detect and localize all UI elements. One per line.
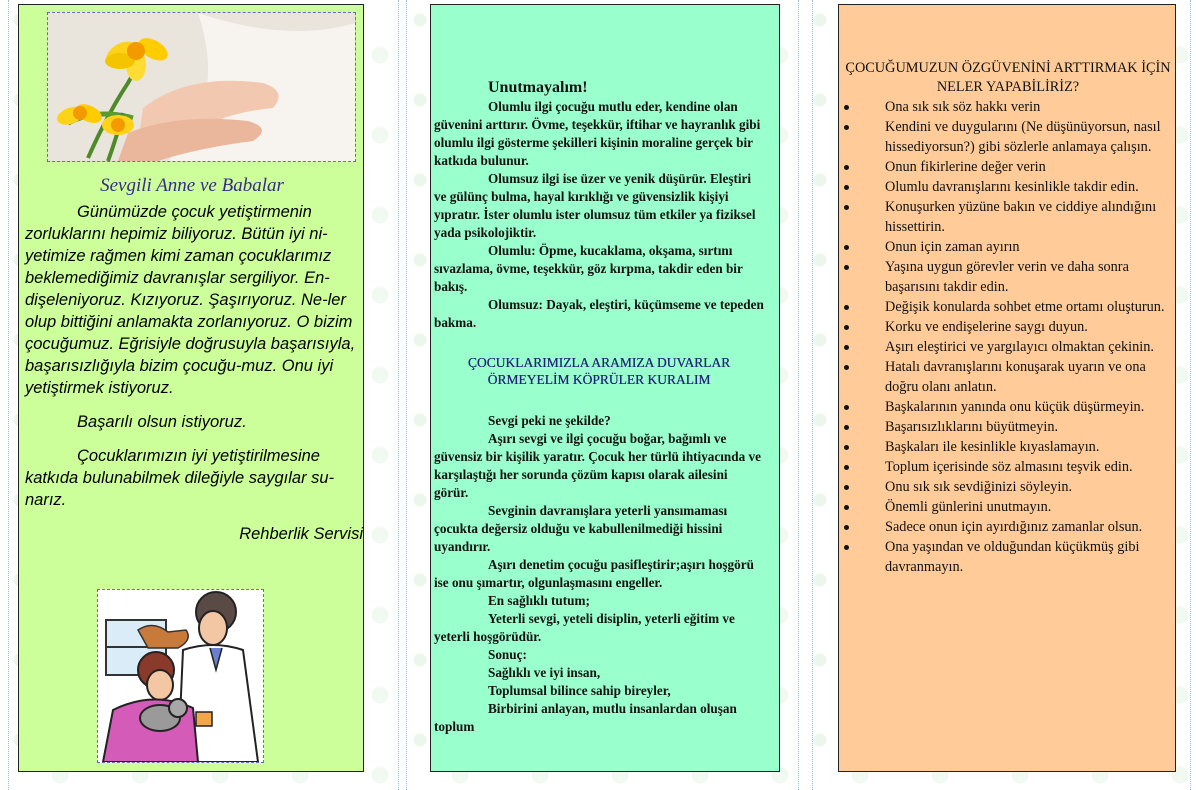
panel2-paragraph: Toplumsal bilince sahip bireyler,: [488, 683, 671, 698]
panel1-title: Sevgili Anne ve Babalar: [100, 175, 284, 196]
fold-line: [812, 0, 813, 790]
bullet-icon: [844, 205, 849, 210]
list-item: [844, 177, 1170, 197]
panel2-paragraph: Birbirini anlayan, mutlu insanlardan oluşan toplum: [434, 701, 737, 734]
panel2-paragraph: Olumlu ilgi çocuğu mutlu eder, kendine olan güvenini arttırır. Övme, teşekkür, iftihar ve hayranlık gibi olumlu ilgi gösterme şekilleri kişinin moraline gerçek bir katkıda bulunur.: [434, 99, 761, 168]
panel2-paragraph: Sağlıklı ve iyi insan,: [488, 665, 601, 680]
list-item: [844, 197, 1170, 237]
panel2-paragraph: Aşırı denetim çocuğu pasifleştirir;aşırı hoşgörü ise onu şımartır, olgunlaşmasını engeller.: [434, 557, 754, 590]
list-item-text: Başkaları ile kesinlikle kıyaslamayın.: [885, 439, 1100, 455]
bullet-icon: [844, 525, 849, 530]
bullet-icon: [844, 345, 849, 350]
list-item: [844, 237, 1170, 257]
list-item: [844, 337, 1170, 357]
flower-hands-photo: [47, 12, 356, 162]
list-item: [844, 497, 1170, 517]
list-item: [844, 517, 1170, 537]
list-item-text: Korku ve endişelerine saygı duyun.: [885, 319, 1088, 335]
bullet-icon: [844, 245, 849, 250]
bullet-icon: [844, 425, 849, 430]
bullet-icon: [844, 485, 849, 490]
bullet-icon: [844, 545, 849, 550]
panel-remember: [430, 4, 780, 772]
bullet-icon: [844, 185, 849, 190]
list-item: [844, 97, 1170, 117]
bullet-icon: [844, 465, 849, 470]
panel2-paragraph: Olumsuz ilgi ise üzer ve yenik düşürür. Eleştiri ve gülünç bulma, hayal kırıklığı ve güvensizlik kişiyi yıpratır. İster olumlu ister olumsuz tüm etkiler ya fiziksel yada psikolojiktir.: [434, 171, 756, 240]
list-item: [844, 117, 1170, 157]
fold-line-right: [1190, 0, 1191, 790]
list-item: [844, 157, 1170, 177]
bullet-icon: [844, 125, 849, 130]
list-item-text: Sadece onun için ayırdığınız zamanlar olsun.: [885, 519, 1143, 535]
list-item-text: Başkalarının yanında onu küçük düşürmeyin.: [885, 399, 1145, 415]
panel3-title: ÇOCUĞUMUZUN ÖZGÜVENİNİ ARTTIRMAK İÇİN NELER YAPABİLİRİZ?: [845, 60, 1171, 95]
list-item-text: Yaşına uygun görevler verin ve daha sonra başarısını takdir edin.: [885, 259, 1129, 295]
vet-clipart: [97, 589, 264, 763]
list-item: [844, 397, 1170, 417]
panel1-body: [25, 201, 363, 545]
panel2-heading: Unutmayalım!: [488, 79, 588, 96]
list-item-text: Önemli günlerini unutmayın.: [885, 499, 1052, 515]
bullet-icon: [844, 405, 849, 410]
list-item-text: Kendini ve duygularını (Ne düşünüyorsun, nasıl hissediyorsun?) gibi sözlerle anlamaya çalışın.: [885, 119, 1161, 155]
list-item-text: Değişik konularda sohbet etme ortamı oluşturun.: [885, 299, 1165, 315]
panel2-paragraph: En sağlıklı tutum;: [488, 593, 590, 608]
bullet-icon: [844, 305, 849, 310]
panel1-paragraph: Başarılı olsun istiyoruz.: [77, 413, 247, 431]
bullet-icon: [844, 165, 849, 170]
fold-line: [798, 0, 799, 790]
bullet-icon: [844, 445, 849, 450]
list-item: [844, 357, 1170, 397]
list-item-text: Aşırı eleştirici ve yargılayıcı olmaktan çekinin.: [885, 339, 1154, 355]
list-item-text: Hatalı davranışlarını konuşarak uyarın ve ona doğru olanı anlatın.: [885, 359, 1146, 395]
list-item-text: Onu sık sık sevdiğinizi söyleyin.: [885, 479, 1073, 495]
fold-line-left: [8, 0, 9, 790]
list-item-text: Konuşurken yüzüne bakın ve ciddiye alındığını hissettirin.: [885, 199, 1157, 235]
list-item: [844, 257, 1170, 297]
bullet-icon: [844, 325, 849, 330]
panel1-paragraph: Günümüzde çocuk yetiştirmenin zorluklarını hepimiz biliyoruz. Bütün iyi ni-yetimize rağmen kimi zaman çocuklarımız beklemediğimiz davranışlar sergiliyor. En-dişeleniyoruz. Kızıyoruz. Şaşırıyoruz. Ne-ler olup bittiğini anlamakta zorlanıyoruz. O bizim çocuğumuz. Eğrisiyle doğrusuyla başarısıyla, başarısızlığıyla bizim çocuğu-muz. Onu iyi yetiştirmek istiyoruz.: [25, 203, 356, 397]
panel2-section-title: ÇOCUKLARIMIZLA ARAMIZA DUVARLAR ÖRMEYELİM KÖPRÜLER KURALIM: [467, 355, 731, 387]
list-item: [844, 417, 1170, 437]
panel2-paragraph: Yeterli sevgi, yeteli disiplin, yeterli eğitim ve yeterli hoşgörüdür.: [434, 611, 735, 644]
list-item: [844, 297, 1170, 317]
list-item-text: Olumlu davranışlarını kesinlikle takdir edin.: [885, 179, 1139, 195]
list-item: [844, 437, 1170, 457]
panel2-paragraph: Olumsuz: Dayak, eleştiri, küçümseme ve tepeden bakma.: [434, 297, 764, 330]
panel2-paragraph: Sonuç:: [488, 647, 527, 662]
panel2-paragraph: Sevginin davranışlara yeterli yansımaması çocukta değersiz olduğu ve kabullenilmediği hissini uyandırır.: [434, 503, 728, 554]
signature: Rehberlik Servisi: [239, 525, 363, 543]
bullet-icon: [844, 505, 849, 510]
fold-line: [398, 0, 399, 790]
panel2-paragraph: Olumlu: Öpme, kucaklama, okşama, sırtını sıvazlama, övme, teşekkür, göz kırpma, takdir eden bir bakış.: [434, 243, 743, 294]
list-item-text: Ona yaşından ve olduğundan küçükmüş gibi davranmayın.: [885, 539, 1140, 575]
list-item: [844, 537, 1170, 577]
panel2-body: [434, 79, 764, 736]
list-item: [844, 477, 1170, 497]
self-confidence-list: [844, 97, 1170, 577]
list-item: [844, 457, 1170, 477]
list-item: [844, 317, 1170, 337]
bullet-icon: [844, 365, 849, 370]
fold-line: [406, 0, 407, 790]
list-item-text: Ona sık sık söz hakkı verin: [885, 99, 1041, 115]
panel1-paragraph: Çocuklarımızın iyi yetiştirilmesine katkıda bulunabilmek dileğiyle saygılar su-narız.: [25, 447, 335, 509]
list-item-text: Onun için zaman ayırın: [885, 239, 1020, 255]
list-item-text: Toplum içerisinde söz almasını teşvik edin.: [885, 459, 1133, 475]
bullet-icon: [844, 105, 849, 110]
panel-parents-letter: [18, 4, 364, 772]
panel2-paragraph: Aşırı sevgi ve ilgi çocuğu boğar, bağımlı ve güvensiz bir kişilik yaratır. Çocuk her türlü ihtiyacında ve karşılaştığı her sorunda çözüm kapısı olarak ailesini görür.: [434, 431, 761, 500]
list-item-text: Başarısızlıklarını büyütmeyin.: [885, 419, 1059, 435]
panel-self-confidence: [838, 4, 1176, 772]
bullet-icon: [844, 265, 849, 270]
list-item-text: Onun fikirlerine değer verin: [885, 159, 1046, 175]
panel2-paragraph: Sevgi peki ne şekilde?: [488, 413, 611, 428]
